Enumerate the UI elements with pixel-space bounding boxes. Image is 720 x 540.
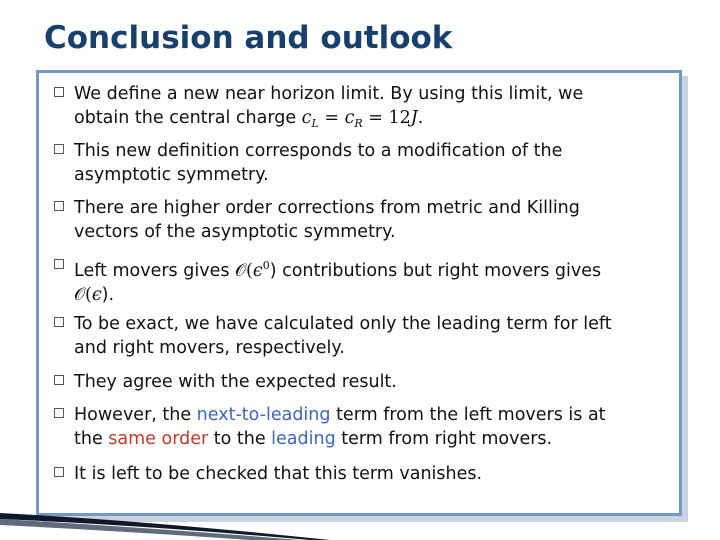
checkbox-square-icon bbox=[54, 317, 64, 327]
list-item-text: It is left to be checked that this term vanishes. bbox=[74, 464, 483, 484]
checkbox-square-icon bbox=[54, 467, 64, 477]
list-item-text: To be exact, we have calculated only the leading term for left and right movers, respectively. bbox=[74, 314, 612, 358]
list-item-text: They agree with the expected result. bbox=[74, 372, 397, 392]
checkbox-square-icon bbox=[54, 144, 64, 154]
highlight-leading: leading bbox=[271, 429, 336, 449]
list-item-text: Left movers gives $𝒪(\epsilon^0)$ contributions but right movers gives 𝒪(ϵ). bbox=[74, 259, 602, 305]
highlight-next-to-leading: next-to-leading bbox=[196, 405, 331, 425]
checkbox-square-icon bbox=[54, 259, 64, 269]
page-title: Conclusion and outlook bbox=[44, 20, 453, 56]
list-item-text: We define a new near horizon limit. By using this limit, we obtain the central charge $c_L = c_R = 12J$. bbox=[74, 84, 584, 130]
highlight-same-order: same order bbox=[108, 429, 209, 449]
list-item-text: This new definition corresponds to a modification of the asymptotic symmetry. bbox=[74, 141, 563, 185]
list-item-text: There are higher order corrections from metric and Killing vectors of the asymptotic symmetry. bbox=[74, 198, 580, 242]
checkbox-square-icon bbox=[54, 408, 64, 418]
decorative-swoosh bbox=[0, 505, 330, 540]
checkbox-square-icon bbox=[54, 87, 64, 97]
checkbox-square-icon bbox=[54, 375, 64, 385]
frame-shadow-right bbox=[682, 76, 688, 522]
checkbox-square-icon bbox=[54, 201, 64, 211]
list-item-text: However, the next-to-leading term from the left movers is at the same order to the leading term from right movers. bbox=[74, 405, 606, 449]
